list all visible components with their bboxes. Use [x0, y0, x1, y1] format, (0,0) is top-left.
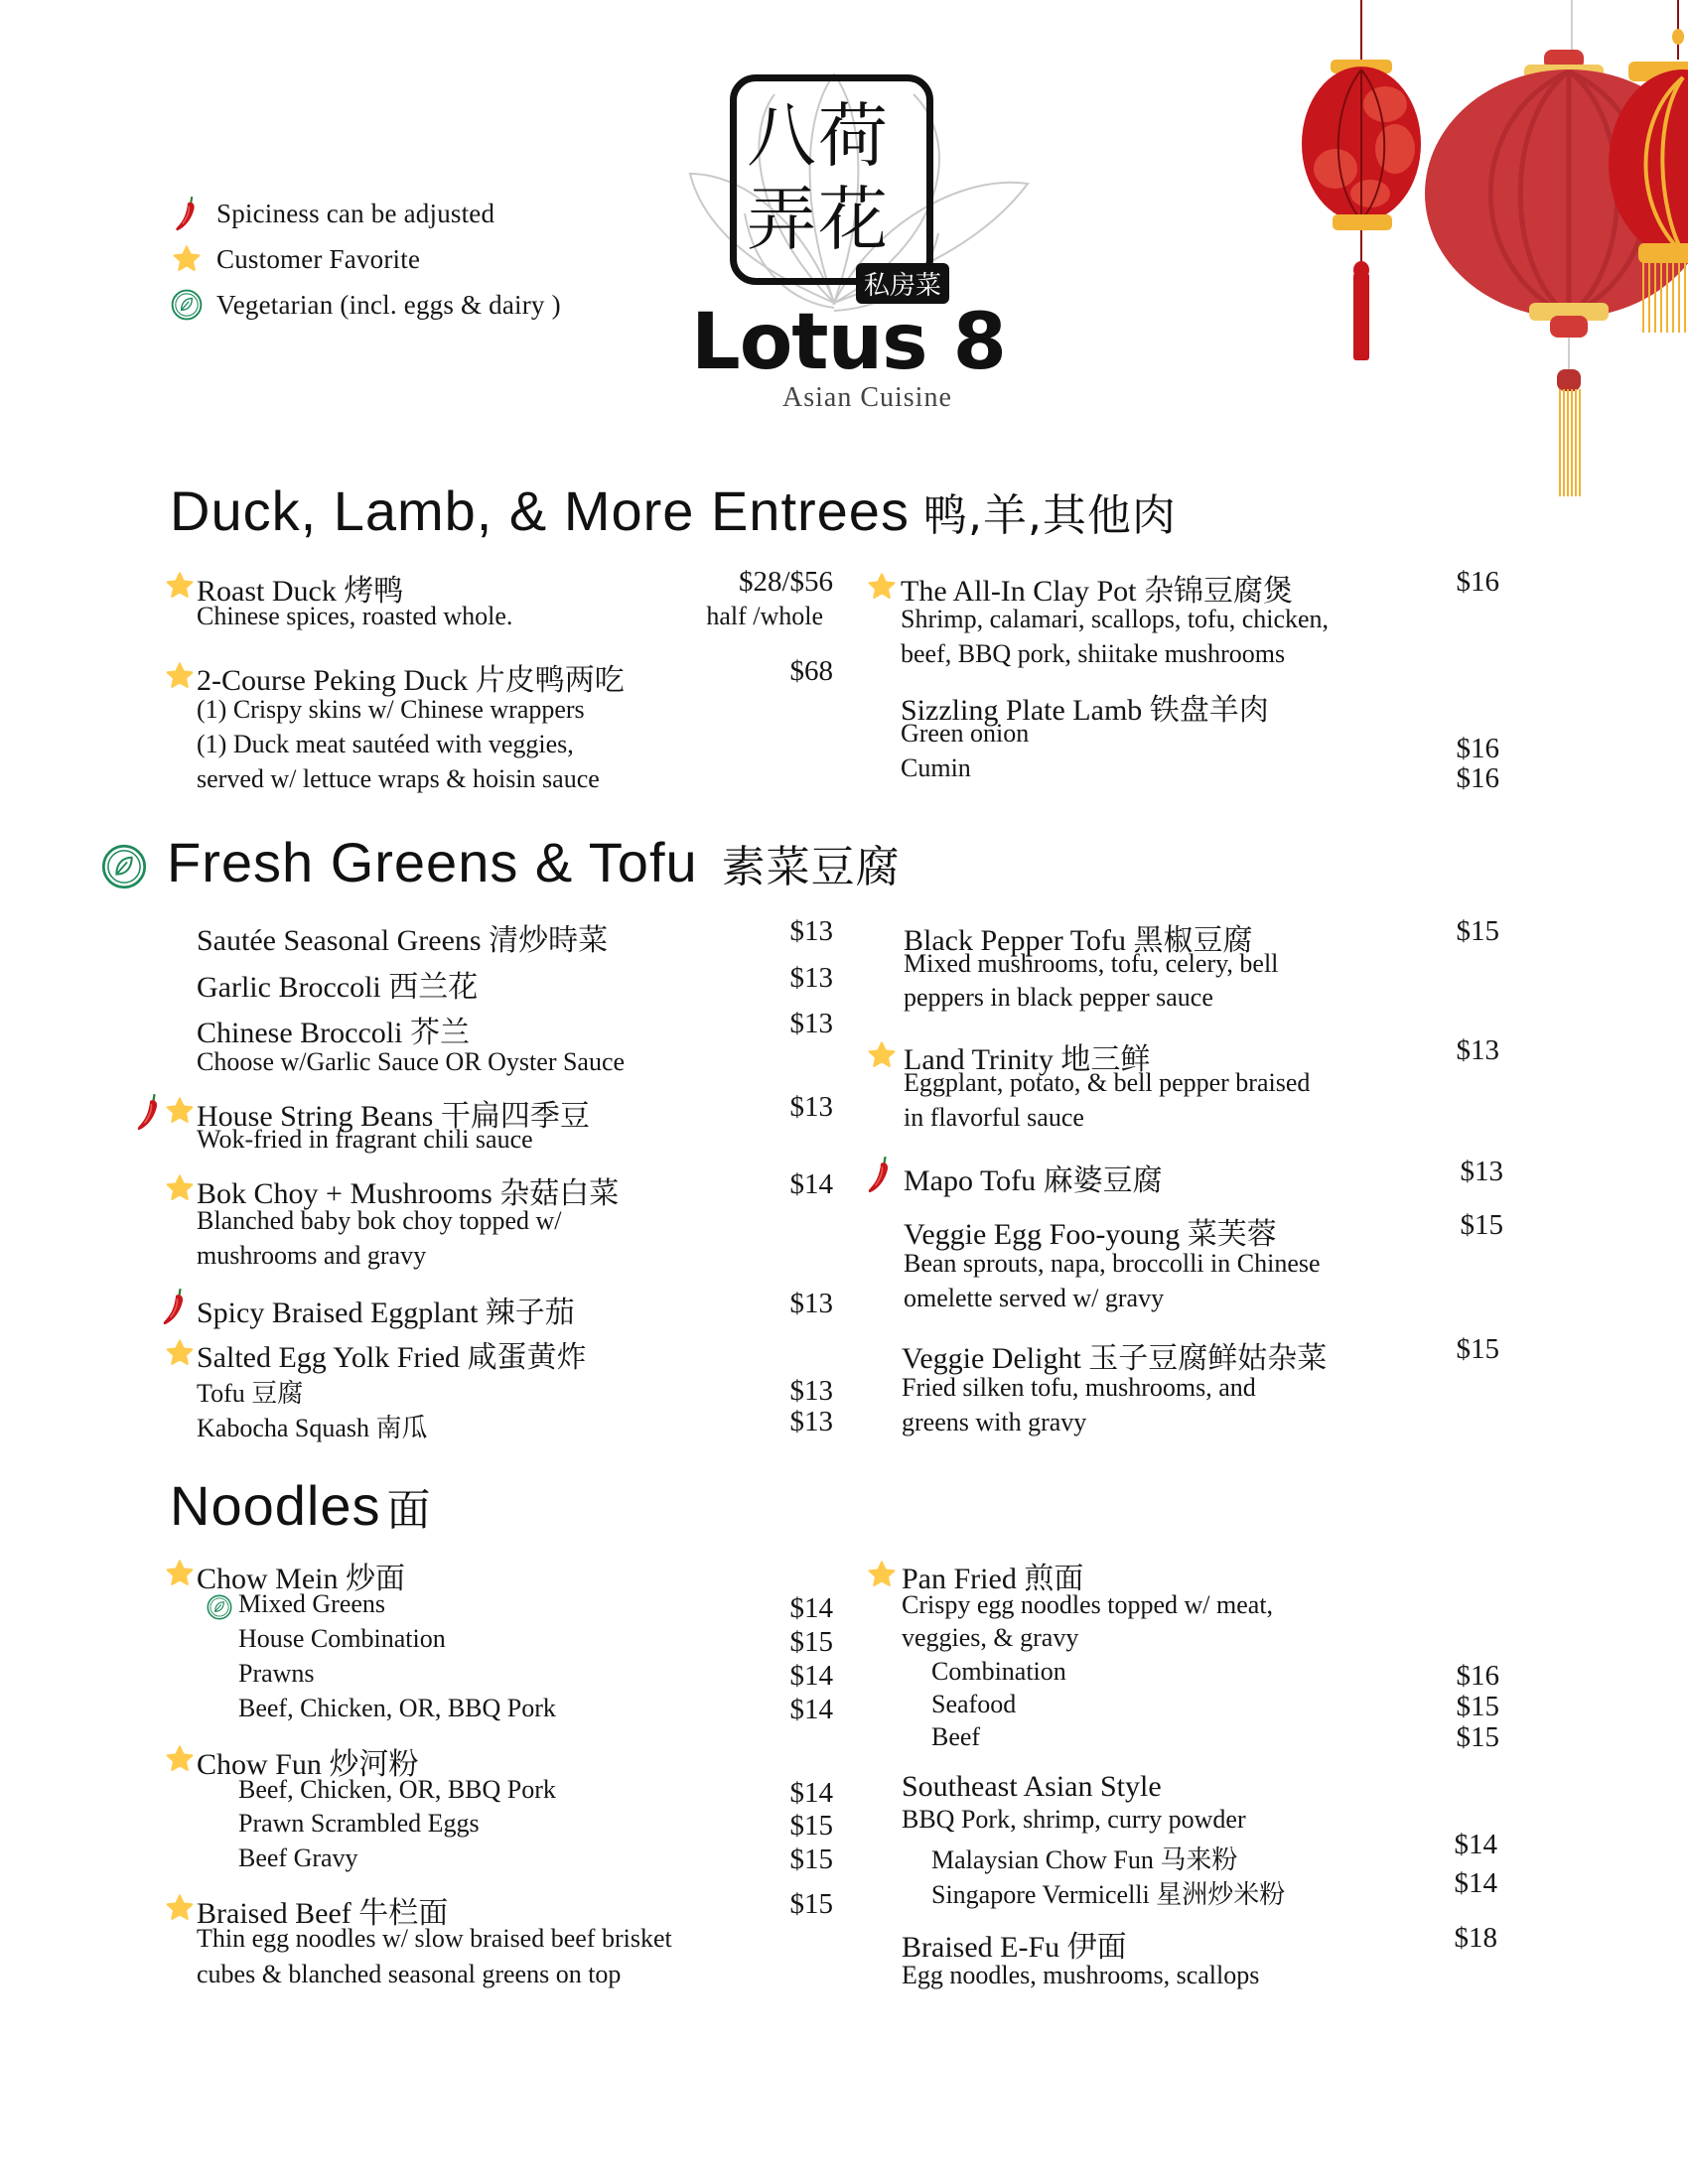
desc-black-pepper-tofu: Mixed mushrooms, tofu, celery, bell	[904, 949, 1279, 978]
desc-southeast-asian: BBQ Pork, shrimp, curry powder	[902, 1805, 1246, 1834]
item-braised-e-fu: Braised E-Fu 伊面	[902, 1931, 1127, 1964]
price-black-pepper-tofu: $15	[1456, 915, 1499, 947]
item-house-string-beans: House String Beans 干扁四季豆	[197, 1100, 590, 1133]
option-chow-mein: Beef, Chicken, OR, BBQ Pork	[238, 1694, 556, 1722]
chili-pepper-icon	[159, 1287, 191, 1326]
price-chow-mein: $15	[789, 1626, 833, 1658]
option-southeast-asian: Singapore Vermicelli 星洲炒米粉	[931, 1880, 1286, 1909]
legend-spicy	[169, 196, 494, 231]
price-salted-egg-yolk: $13	[789, 1375, 833, 1407]
legend-label: Vegetarian (incl. eggs & dairy )	[216, 289, 561, 320]
option-salted-egg-yolk: Kabocha Squash 南瓜	[197, 1414, 428, 1442]
desc-braised-beef: cubes & blanched seasonal greens on top	[197, 1960, 622, 1988]
item-chinese-broccoli: Chinese Broccoli 芥兰	[197, 1017, 470, 1049]
price-mapo-tofu: $13	[1460, 1156, 1503, 1187]
item-veggie-egg-foo-young: Veggie Egg Foo-young 菜芙蓉	[904, 1218, 1277, 1251]
price-chow-mein: $14	[789, 1660, 833, 1692]
legend-label: Customer Favorite	[216, 243, 421, 274]
star-icon	[165, 1893, 195, 1923]
option-chow-fun: Prawn Scrambled Eggs	[238, 1809, 480, 1838]
desc-clay-pot: beef, BBQ pork, shiitake mushrooms	[901, 639, 1286, 668]
price-house-string-beans: $13	[789, 1091, 833, 1123]
desc-veggie-delight: greens with gravy	[902, 1408, 1087, 1436]
price-chow-mein: $14	[789, 1592, 833, 1624]
logo-tag: 私房菜	[856, 263, 949, 304]
chili-pepper-icon	[169, 196, 205, 231]
star-icon	[165, 1096, 195, 1126]
desc-roast-duck: Chinese spices, roasted whole.	[197, 602, 513, 630]
logo-subtitle: Asian Cuisine	[782, 382, 952, 413]
section-title-greens-tofu: Fresh Greens & Tofu 素菜豆腐	[167, 831, 901, 893]
desc-bok-choy: Blanched baby bok choy topped w/	[197, 1206, 562, 1235]
option-pan-fried: Beef	[931, 1722, 981, 1751]
option-salted-egg-yolk: Tofu 豆腐	[197, 1379, 304, 1408]
price-salted-egg-yolk: $13	[789, 1406, 833, 1437]
legend-favorite	[169, 241, 420, 277]
price-sizzling-lamb: $16	[1456, 733, 1499, 764]
item-peking-duck: 2-Course Peking Duck 片皮鸭两吃	[197, 664, 625, 697]
section-title-duck-lamb: Duck, Lamb, & More Entrees 鸭,羊,其他肉	[170, 479, 1177, 542]
option-chow-mein: Mixed Greens	[238, 1589, 386, 1618]
price-veggie-egg-foo-young: $15	[1460, 1209, 1503, 1241]
price-clay-pot: $16	[1456, 566, 1499, 598]
price-land-trinity: $13	[1456, 1034, 1499, 1066]
price-chow-fun: $15	[789, 1810, 833, 1842]
item-garlic-broccoli: Garlic Broccoli 西兰花	[197, 971, 479, 1004]
desc-chinese-broccoli: Choose w/Garlic Sauce OR Oyster Sauce	[197, 1047, 626, 1076]
price-bok-choy: $14	[789, 1168, 833, 1200]
option-southeast-asian: Malaysian Chow Fun 马来粉	[931, 1845, 1238, 1874]
desc-pan-fried: Crispy egg noodles topped w/ meat,	[902, 1590, 1274, 1619]
star-icon	[165, 1338, 195, 1368]
item-chow-mein: Chow Mein 炒面	[197, 1563, 405, 1595]
option-sizzling-lamb: Cumin	[901, 753, 971, 782]
vegetarian-leaf-icon	[101, 844, 147, 889]
star-icon	[165, 1744, 195, 1774]
desc-land-trinity: Eggplant, potato, & bell pepper braised	[904, 1068, 1311, 1097]
star-icon	[867, 572, 897, 602]
item-mapo-tofu: Mapo Tofu 麻婆豆腐	[904, 1164, 1163, 1197]
star-icon	[867, 1560, 897, 1589]
legend-vegetarian	[169, 287, 561, 323]
star-icon	[165, 1173, 195, 1203]
option-pan-fried: Seafood	[931, 1690, 1017, 1718]
desc-pan-fried: veggies, & gravy	[902, 1623, 1079, 1652]
star-icon	[165, 1559, 195, 1588]
price-chow-fun: $15	[789, 1843, 833, 1875]
price-garlic-broccoli: $13	[789, 962, 833, 994]
price-roast-duck: $28/$56	[738, 566, 833, 598]
item-clay-pot: The All-In Clay Pot 杂锦豆腐煲	[901, 575, 1293, 608]
legend-label: Spiciness can be adjusted	[216, 198, 495, 228]
item-southeast-asian: Southeast Asian Style	[902, 1770, 1162, 1803]
desc-house-string-beans: Wok-fried in fragrant chili sauce	[197, 1125, 533, 1154]
desc-black-pepper-tofu: peppers in black pepper sauce	[904, 983, 1213, 1012]
price-note-roast-duck: half /whole	[706, 602, 823, 630]
item-sautee-greens: Sautée Seasonal Greens 清炒時菜	[197, 924, 609, 957]
price-braised-beef: $15	[789, 1888, 833, 1920]
price-pan-fried: $15	[1456, 1721, 1499, 1753]
item-pan-fried: Pan Fried 煎面	[902, 1563, 1084, 1595]
option-sizzling-lamb: Green onion	[901, 719, 1030, 748]
desc-veggie-egg-foo-young: Bean sprouts, napa, broccolli in Chinese	[904, 1249, 1321, 1278]
price-pan-fried: $16	[1456, 1660, 1499, 1692]
option-chow-mein: House Combination	[238, 1624, 446, 1653]
price-veggie-delight: $15	[1456, 1333, 1499, 1365]
star-icon	[165, 571, 195, 601]
item-roast-duck: Roast Duck 烤鸭	[197, 575, 404, 608]
logo-name: Lotus 8	[691, 298, 1006, 387]
desc-peking-duck: (1) Duck meat sautéed with veggies,	[197, 730, 574, 758]
desc-peking-duck: served w/ lettuce wraps & hoisin sauce	[197, 764, 600, 793]
price-peking-duck: $68	[789, 655, 833, 687]
desc-braised-e-fu: Egg noodles, mushrooms, scallops	[902, 1961, 1260, 1989]
item-salted-egg-yolk: Salted Egg Yolk Fried 咸蛋黄炸	[197, 1341, 587, 1374]
option-chow-mein: Prawns	[238, 1659, 315, 1688]
desc-peking-duck: (1) Crispy skins w/ Chinese wrappers	[197, 695, 585, 724]
desc-braised-beef: Thin egg noodles w/ slow braised beef brisket	[197, 1924, 672, 1953]
item-braised-beef: Braised Beef 牛栏面	[197, 1897, 449, 1930]
price-southeast-asian: $14	[1454, 1867, 1497, 1899]
vegetarian-leaf-icon	[169, 287, 205, 323]
chinese-lanterns-decoration	[1276, 0, 1688, 506]
item-land-trinity: Land Trinity 地三鲜	[904, 1043, 1151, 1076]
price-spicy-eggplant: $13	[789, 1288, 833, 1319]
option-pan-fried: Combination	[931, 1657, 1066, 1686]
price-southeast-asian: $14	[1454, 1829, 1497, 1860]
desc-veggie-egg-foo-young: omelette served w/ gravy	[904, 1284, 1165, 1312]
logo-chinese-chars: 八荷 弄花	[747, 95, 890, 260]
item-chow-fun: Chow Fun 炒河粉	[197, 1748, 419, 1781]
desc-land-trinity: in flavorful sauce	[904, 1103, 1084, 1132]
price-chow-fun: $14	[789, 1777, 833, 1809]
desc-bok-choy: mushrooms and gravy	[197, 1241, 427, 1270]
desc-clay-pot: Shrimp, calamari, scallops, tofu, chicken,	[901, 605, 1330, 633]
chili-pepper-icon	[133, 1092, 165, 1132]
price-sizzling-lamb: $16	[1456, 762, 1499, 794]
item-sizzling-lamb: Sizzling Plate Lamb 铁盘羊肉	[901, 694, 1269, 727]
option-chow-fun: Beef Gravy	[238, 1843, 358, 1872]
item-veggie-delight: Veggie Delight 玉子豆腐鲜姑杂菜	[902, 1342, 1328, 1375]
chili-pepper-icon	[864, 1155, 896, 1194]
section-title-noodles: Noodles 面	[170, 1474, 432, 1537]
price-chinese-broccoli: $13	[789, 1008, 833, 1039]
price-pan-fried: $15	[1456, 1691, 1499, 1722]
star-icon	[867, 1040, 897, 1070]
desc-veggie-delight: Fried silken tofu, mushrooms, and	[902, 1373, 1256, 1402]
vegetarian-leaf-icon	[207, 1594, 232, 1620]
restaurant-logo	[685, 55, 1062, 422]
star-icon	[165, 661, 195, 691]
item-black-pepper-tofu: Black Pepper Tofu 黑椒豆腐	[904, 924, 1253, 957]
price-chow-mein: $14	[789, 1694, 833, 1725]
star-icon	[169, 241, 205, 277]
item-bok-choy: Bok Choy + Mushrooms 杂菇白菜	[197, 1177, 620, 1210]
price-braised-e-fu: $18	[1454, 1922, 1497, 1954]
price-sautee-greens: $13	[789, 915, 833, 947]
item-spicy-eggplant: Spicy Braised Eggplant 辣子茄	[197, 1297, 575, 1329]
option-chow-fun: Beef, Chicken, OR, BBQ Pork	[238, 1775, 556, 1804]
